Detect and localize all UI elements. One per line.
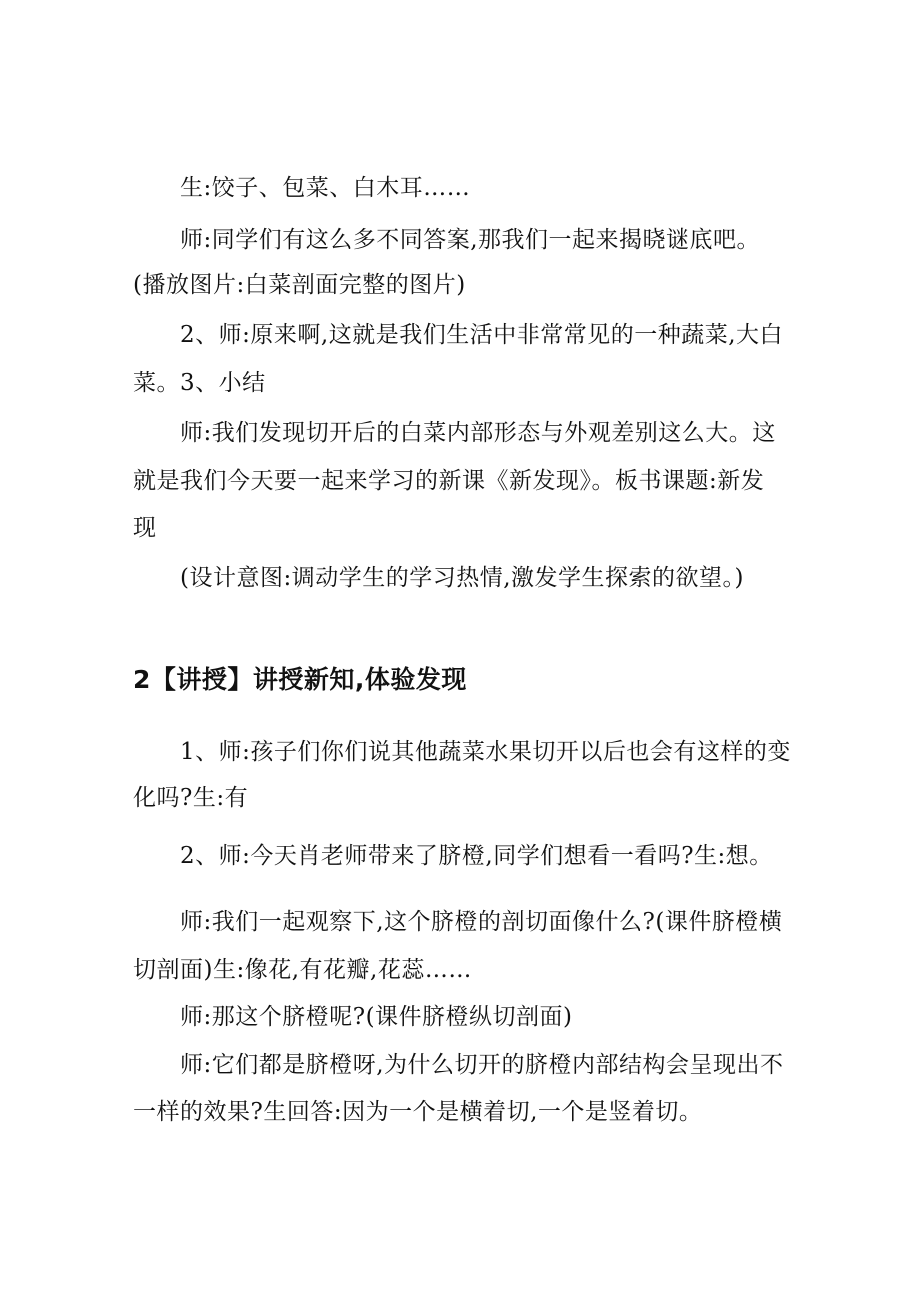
paragraph-line: 就是我们今天要一起来学习的新课《新发现》。板书课题:新发 (133, 468, 765, 494)
paragraph-line: 2、师:原来啊,这就是我们生活中非常常见的一种蔬菜,大白 (180, 322, 784, 348)
paragraph-line: 一样的效果?生回答:因为一个是横着切,一个是竖着切。 (133, 1099, 703, 1125)
section-heading: 2【讲授】讲授新知,体验发现 (133, 665, 467, 694)
paragraph-line: 师:那这个脐橙呢?(课件脐橙纵切剖面) (180, 1004, 573, 1030)
paragraph-line: 2、师:今天肖老师带来了脐橙,同学们想看一看吗?生:想。 (180, 843, 773, 869)
paragraph-line: 切剖面)生:像花,有花瓣,花蕊…… (133, 957, 472, 983)
paragraph-line: 师:它们都是脐橙呀,为什么切开的脐橙内部结构会呈现出不 (180, 1052, 784, 1078)
paragraph-line: 师:我们一起观察下,这个脐橙的剖切面像什么?(课件脐橙横 (180, 909, 783, 935)
paragraph-line: 菜。3、小结 (133, 370, 266, 396)
paragraph-line: 现 (133, 515, 157, 541)
design-intent-note: (设计意图:调动学生的学习热情,激发学生探索的欲望。) (180, 565, 745, 591)
paragraph-line: 生:饺子、包菜、白木耳…… (180, 175, 471, 201)
paragraph-line: (播放图片:白菜剖面完整的图片) (133, 272, 466, 298)
paragraph-line: 师:我们发现切开后的白菜内部形态与外观差别这么大。这 (180, 420, 776, 446)
paragraph-line: 化吗?生:有 (133, 785, 249, 811)
paragraph-line: 师:同学们有这么多不同答案,那我们一起来揭晓谜底吧。 (180, 227, 761, 253)
paragraph-line: 1、师:孩子们你们说其他蔬菜水果切开以后也会有这样的变 (180, 739, 791, 765)
